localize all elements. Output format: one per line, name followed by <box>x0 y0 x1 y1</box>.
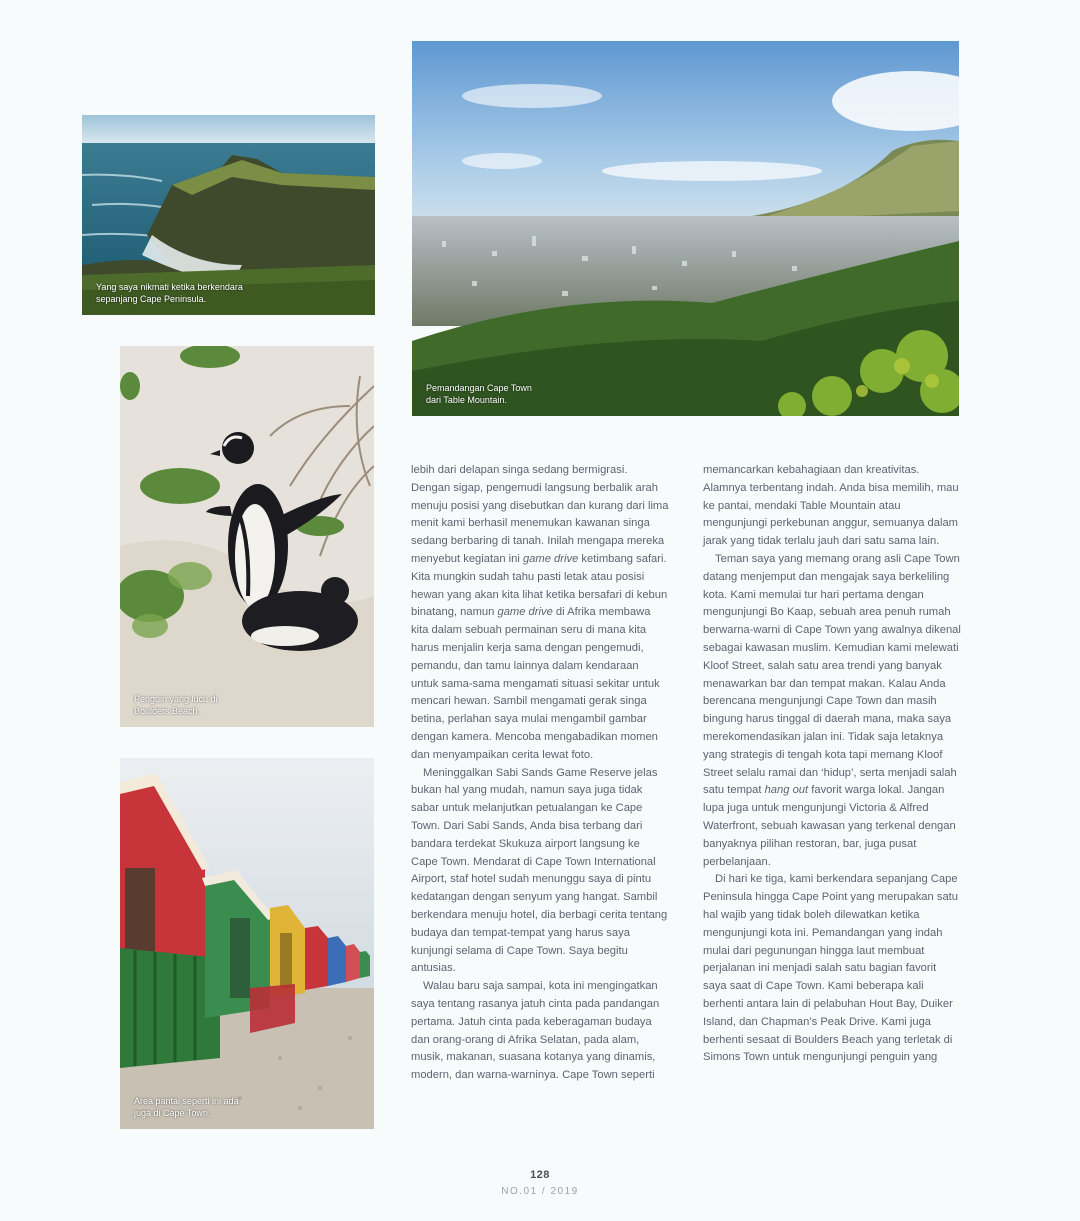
page-number: 128 <box>530 1169 550 1181</box>
photo-cape-peninsula <box>82 115 375 315</box>
table-mountain-illustration <box>412 41 959 416</box>
photo-caption-table-mountain: Pemandangan Cape Town dari Table Mountain. <box>426 383 532 405</box>
photo-penguins <box>120 346 374 727</box>
article-column-1 <box>411 462 669 1085</box>
beach-huts-illustration <box>120 758 374 1129</box>
photo-caption-penguins: Penguin yang lucu di Boulders Beach. <box>134 694 218 716</box>
article-column-2 <box>703 462 961 1067</box>
penguins-illustration <box>120 346 374 727</box>
photo-beach-huts <box>120 758 374 1129</box>
photo-caption-cape-peninsula: Yang saya nikmati ketika berkendara sepanjang Cape Peninsula. <box>96 282 243 304</box>
article-paragraph: Di hari ke tiga, kami berkendara sepanjang Cape Peninsula hingga Cape Point yang merupakan satu hal wajib yang tidak boleh dilewatkan ketika mengunjungi kota ini. Pemandangan yang indah mulai dari pegunungan hingga laut membuat perjalanan ini menjadi salah satu bagian favorit saya saat di Cape Town. Kami beberapa kali berhenti antara lain di pelabuhan Hout Bay, Duiker Island, dan Chapman’s Peak Drive. Kami juga berhenti sesaat di Boulders Beach yang terletak di Simons Town untuk mengunjungi penguin yang <box>703 873 959 1064</box>
photo-caption-beach-huts: Area pantai seperti ini ada juga di Cape Town. <box>134 1096 239 1118</box>
article-paragraph: Meninggalkan Sabi Sands Game Reserve jelas bukan hal yang mudah, namun saya juga tidak sabar untuk melanjutkan petualangan ke Cape Town. Dari Sabi Sands, Anda bisa terbang dari bandara terdekat Skukuza airport langsung ke Cape Town. Mendarat di Cape Town International Airport, staf hotel sudah menunggu saya di pintu kedatangan dengan senyum yang hangat. Sambil berkendara menuju hotel, dia berbagi cerita tentang budaya dan tempat-tempat yang harus saya kunjungi selama di Cape Town. Saya begitu antusias. <box>411 766 668 975</box>
issue-label: NO.01 / 2019 <box>501 1186 579 1197</box>
photo-table-mountain <box>412 41 959 416</box>
article-paragraph: Teman saya yang memang orang asli Cape Town datang menjemput dan mengajak saya berkeliling kota. Kami memulai tur hari pertama dengan mengunjungi Bo Kaap, sebuah area penuh rumah berwarna-warni di Cape Town yang awalnya dikenal sebagai kawasan muslim. Kemudian kami melewati Kloof Street, salah satu area trendi yang banyak menawarkan bar dan tempat makan. Kalau Anda berencana mengunjungi Cape Town dan masih bingung harus tinggal di daerah mana, maka saya merekomendasikan jalan ini. Tidak saja letaknya yang strategis di tengah kota tapi memang Kloof Street selalu ramai dan ‘hidup’, serta menjadi salah satu tempat hang out favorit warga lokal. Jangan lupa juga untuk mengunjungi Victoria & Alfred Waterfront, sebuah kawasan yang terkenal dengan banyaknya pilihan restoran, bar, juga pusat perbelanjaan. <box>703 552 961 868</box>
article-paragraph: lebih dari delapan singa sedang bermigrasi. Dengan sigap, pengemudi langsung berbalik arah menuju posisi yang disebutkan dan kurang dari lima menit kami berhasil menemukan kawanan singa sedang berbaring di tanah. Inilah mengapa mereka menyebut kegiatan ini game drive ketimbang safari. Kita mungkin sudah tahu pasti letak atau posisi hewan yang akan kita lihat ketika bersafari di kebun binatang, namun game drive di Afrika membawa kita dalam sebuah permainan seru di mana kita harus menjalin kerja sama dengan pengemudi, pemandu, dan tamu lainnya dalam kendaraan untuk sama-sama mengamati situasi sekitar untuk mencari hewan. Sambil mengamati gerak singa betina, perlahan saya mulai mengambil gambar dengan kamera. Mencoba mengabadikan momen dan menyampaikan cerita lewat foto. <box>411 464 669 761</box>
article-paragraph: memancarkan kebahagiaan dan kreativitas. Alamnya terbentang indah. Anda bisa memilih, mau ke pantai, mendaki Table Mountain atau mengunjungi perkebunan anggur, semuanya dalam jarak yang tidak terlalu jauh dari satu sama lain. <box>703 464 959 548</box>
article-paragraph: Walau baru saja sampai, kota ini mengingatkan saya tentang rasanya jatuh cinta pada pandangan pertama. Jatuh cinta pada keberagaman budaya dan orang-orang di Afrika Selatan, pada alam, musik, makanan, suasana kotanya yang dinamis, modern, dan warna-warninya. Cape Town seperti <box>411 980 660 1082</box>
